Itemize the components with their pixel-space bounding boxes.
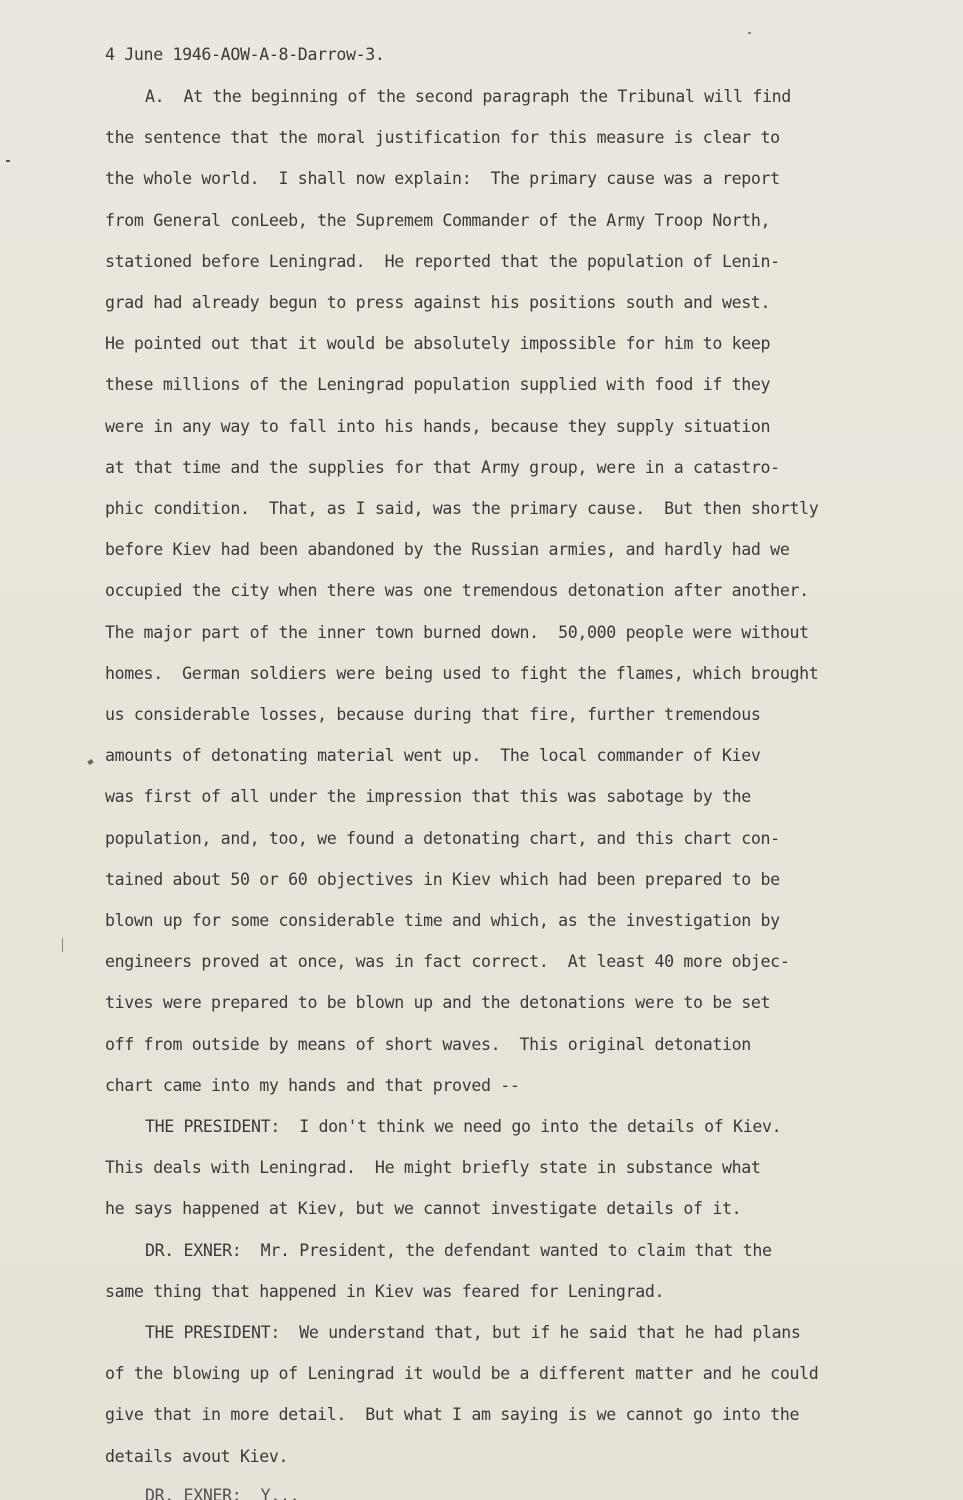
margin-hairline [62,938,63,952]
document-line: chart came into my hands and that proved -- [105,1075,520,1095]
document-header: 4 June 1946-AOW-A-8-Darrow-3. [105,45,385,64]
document-line: were in any way to fall into his hands, because they supply situation [105,416,771,436]
document-line: amounts of detonating material went up. The local commander of Kiev [105,746,761,766]
document-line: stationed before Leningrad. He reported that the population of Lenin- [105,251,780,271]
document-line: THE PRESIDENT: I don't think we need go into the details of Kiev. [145,1117,782,1136]
document-line: tained about 50 or 60 objectives in Kiev which had been prepared to be [105,869,780,889]
document-line: grad had already begun to press against his positions south and west. [105,293,771,312]
document-line: tives were prepared to be blown up and the detonations were to be set [105,993,771,1013]
document-line: the sentence that the moral justification for this measure is clear to [105,128,780,148]
document-line: THE PRESIDENT: We understand that, but if he said that he had plans [145,1323,801,1342]
document-line: DR. EXNER: Mr. President, the defendant wanted to claim that the [145,1240,772,1260]
document-line: population, and, too, we found a detonating chart, and this chart con- [105,828,780,848]
document-line: occupied the city when there was one tremendous detonation after another. [105,581,809,601]
document-line: This deals with Leningrad. He might briefly state in substance what [105,1158,761,1178]
document-line: at that time and the supplies for that Army group, were in a catastro- [105,457,780,477]
document-line: us considerable losses, because during that fire, further tremendous [105,705,761,724]
document-line: details avout Kiev. [105,1446,289,1466]
document-line: The major part of the inner town burned down. 50,000 people were without [105,622,809,642]
document-line: blown up for some considerable time and which, as the investigation by [105,911,780,930]
document-line: was first of all under the impression that this was sabotage by the [105,787,751,807]
document-line: he says happened at Kiev, but we cannot investigate details of it. [105,1199,742,1219]
document-line: He pointed out that it would be absolutely impossible for him to keep [105,334,771,354]
margin-tick [87,759,93,765]
document-line: off from outside by means of short waves. This original detonation [105,1034,751,1054]
margin-speck [6,160,10,162]
document-line: homes. German soldiers were being used to fight the flames, which brought [105,663,819,683]
cut-off-line-region [0,1482,963,1500]
cut-off-line: DR. EXNER: Y... [145,1486,300,1500]
document-line: of the blowing up of Leningrad it would be a different matter and he could [105,1364,819,1384]
document-line: from General conLeeb, the Supremem Commander of the Army Troop North, [105,210,771,230]
document-line: these millions of the Leningrad population supplied with food if they [105,375,771,395]
document-line: before Kiev had been abandoned by the Russian armies, and hardly had we [105,540,790,560]
document-line: give that in more detail. But what I am saying is we cannot go into the [105,1405,800,1425]
document-line: phic condition. That, as I said, was the primary cause. But then shortly [105,499,819,518]
document-line: engineers proved at once, was in fact correct. At least 40 more objec- [105,952,790,972]
document-line: same thing that happened in Kiev was feared for Leningrad. [105,1281,665,1301]
corner-speck [748,32,751,34]
document-line: the whole world. I shall now explain: The primary cause was a report [105,169,780,189]
document-line: A. At the beginning of the second paragraph the Tribunal will find [145,87,791,106]
